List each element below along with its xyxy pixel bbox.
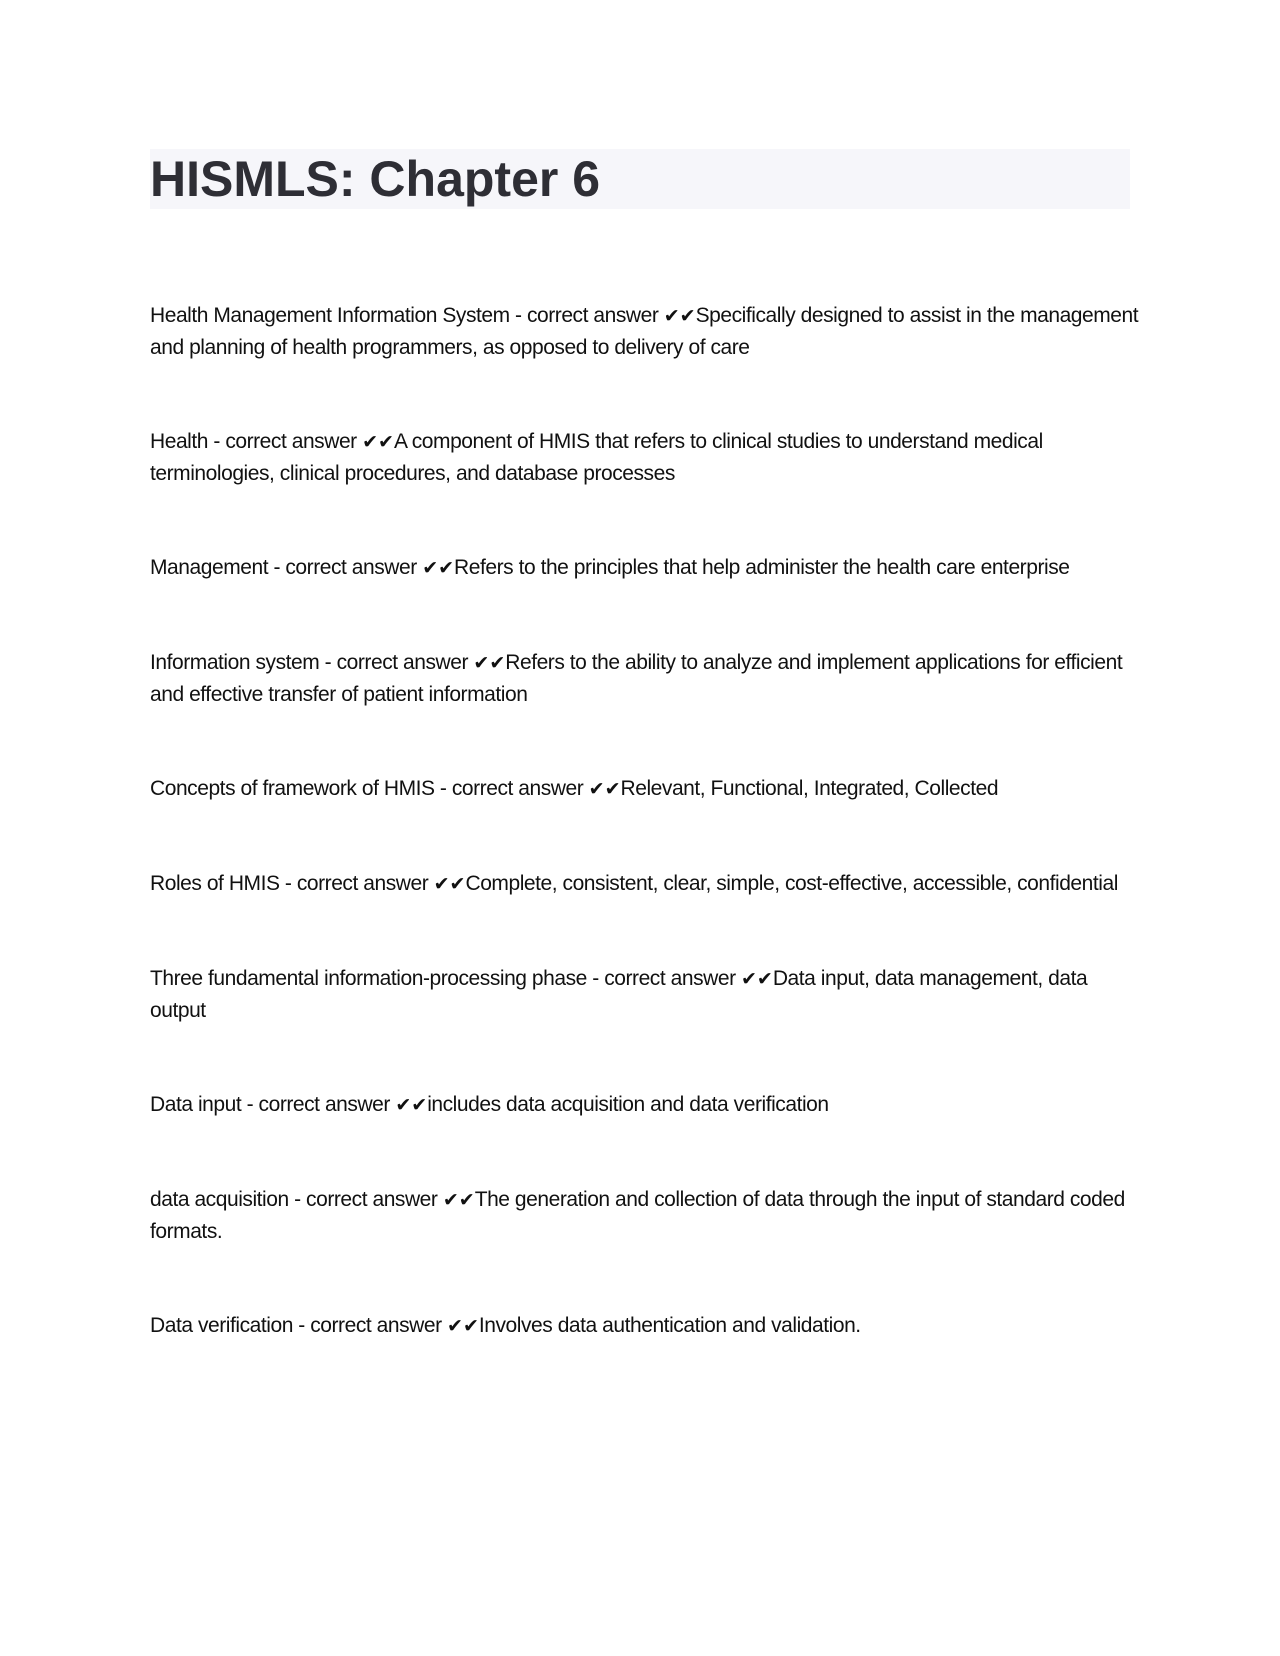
- flashcard-entry: [150, 1310, 1140, 1342]
- flashcard-entry: [150, 1184, 1140, 1247]
- flashcard-term: Information system - correct answer: [150, 651, 474, 674]
- flashcard-answer: Complete, consistent, clear, simple, cost-effective, accessible, confidential: [465, 872, 1118, 895]
- double-check-icon: ✔✔: [663, 305, 696, 327]
- flashcard-answer: The generation and collection of data through the input of standard coded formats.: [150, 1188, 1125, 1243]
- flashcard-list: [150, 300, 1140, 1405]
- flashcard-term: Roles of HMIS - correct answer: [150, 872, 434, 895]
- double-check-icon: ✔✔: [395, 1094, 428, 1116]
- flashcard-term: Three fundamental information-processing phase - correct answer: [150, 967, 741, 990]
- flashcard-term: Health Management Information System - correct answer: [150, 304, 664, 327]
- flashcard-entry: [150, 1089, 1140, 1121]
- flashcard-entry: [150, 868, 1140, 900]
- double-check-icon: ✔✔: [588, 778, 621, 800]
- flashcard-answer: Data input, data management, data output: [150, 967, 1088, 1022]
- flashcard-entry: [150, 773, 1140, 805]
- flashcard-answer: Refers to the ability to analyze and implement applications for efficient and effective transfer of patient information: [150, 651, 1123, 706]
- flashcard-term: Concepts of framework of HMIS - correct answer: [150, 777, 589, 800]
- flashcard-entry: [150, 963, 1140, 1026]
- flashcard-answer: Specifically designed to assist in the management and planning of health programmers, as opposed to delivery of care: [150, 304, 1139, 359]
- flashcard-entry: [150, 552, 1140, 584]
- flashcard-answer: Involves data authentication and validation.: [478, 1314, 861, 1337]
- flashcard-term: Health - correct answer: [150, 430, 363, 453]
- flashcard-answer: A component of HMIS that refers to clinical studies to understand medical terminologies, clinical procedures, and database processes: [150, 430, 1043, 485]
- double-check-icon: ✔✔: [362, 431, 394, 453]
- double-check-icon: ✔✔: [741, 968, 773, 990]
- flashcard-term: Data verification - correct answer: [150, 1314, 448, 1337]
- flashcard-entry: [150, 647, 1140, 710]
- flashcard-entry: [150, 300, 1140, 363]
- double-check-icon: ✔✔: [447, 1315, 479, 1337]
- double-check-icon: ✔✔: [433, 873, 466, 895]
- double-check-icon: ✔✔: [473, 652, 506, 674]
- double-check-icon: ✔✔: [422, 557, 455, 579]
- flashcard-term: Management - correct answer: [150, 556, 423, 579]
- flashcard-answer: includes data acquisition and data verification: [427, 1093, 829, 1116]
- flashcard-term: data acquisition - correct answer: [150, 1188, 443, 1211]
- document-title: HISMLS: Chapter 6: [150, 151, 601, 207]
- flashcard-answer: Refers to the principles that help administer the health care enterprise: [454, 556, 1070, 579]
- flashcard-answer: Relevant, Functional, Integrated, Collected: [620, 777, 999, 800]
- flashcard-entry: [150, 426, 1140, 489]
- double-check-icon: ✔✔: [442, 1189, 475, 1211]
- flashcard-term: Data input - correct answer: [150, 1093, 396, 1116]
